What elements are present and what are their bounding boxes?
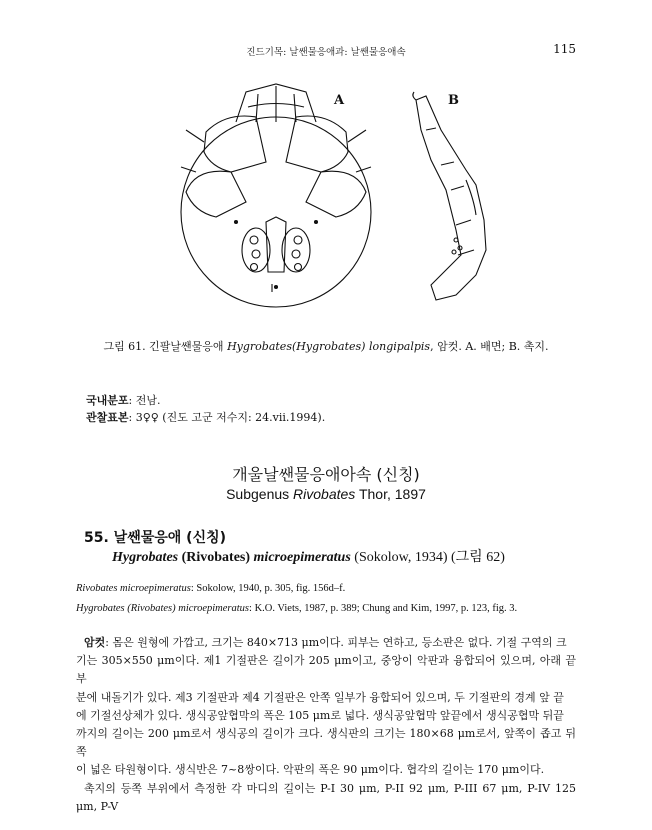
subgenus-title-ko: 개울날쌘물응애아속 (신칭) xyxy=(232,465,420,484)
synonym-line: Rivobates microepimeratus: Sokolow, 1940, p. 305, fig. 156d–f. xyxy=(76,583,346,594)
distribution-line: 국내분포: 전남. xyxy=(86,394,161,407)
figure-label-a: A xyxy=(334,93,345,108)
figure-b-palp xyxy=(396,90,506,310)
page-number: 115 xyxy=(553,42,576,56)
species-title-en: Hygrobates (Rivobates) microepimeratus (Sokolow, 1934) (그림 62) xyxy=(112,550,505,565)
running-header: 진드기목: 날쌘물응애과: 날쌘물응애속 xyxy=(246,47,406,58)
figure-caption: 그림 61. 긴팔날쌘물응애 Hygrobates(Hygrobates) longipalpis, 암컷. A. 배면; B. 촉지. xyxy=(103,340,549,353)
figure-a-ventral-view xyxy=(176,72,376,312)
subgenus-title-en: Subgenus Rivobates Thor, 1897 xyxy=(226,486,426,502)
synonym-line: Hygrobates (Rivobates) microepimeratus: K.O. Viets, 1987, p. 389; Chung and Kim, 1997, p. 123, fig. 3. xyxy=(76,603,518,614)
figure-label-b: B xyxy=(448,93,459,108)
description-paragraph: 암컷: 몸은 원형에 가깝고, 크기는 840×713 μm이다. 피부는 연하고, 등소판은 없다. 기절 구역의 크 기는 305×550 μm이다. 제1 기절판은 길이가 205 μm이고, 중앙이 악판과 융합되어 있으며, 아래 끝 부 분에 내돌기가 있다. 제3 기절판과 제4 기절판은 안쪽 일부가 융합되어 있으며, 두 기절판의 경계 앞 끝 에 기절선상체가 있다. 생식공앞협막의 폭은 105 μm로 넓다. 생식공앞협막 앞끝에서 생식공협막 뒤끝 까지의 길이는 200 μm로서 생식공의 길이가 크다. 생식판의 크기는 180×68 μm로서, 앞쪽이 좁고 뒤쪽 이 넓은 타원형이다. 생식반은 7~8쌍이다. 악판의 폭은 90 μm이다. 협각의 길이는 170 μm이다. 촉지의 등쪽 부위에서 측정한 각 마디의 길이는 P-I 30 μm, P-II 92 μm, P-III 67 μm, P-IV 125 μm, P-V xyxy=(76,636,576,813)
species-title-ko: 55. 날쌘물응애 (신칭) xyxy=(84,530,227,546)
specimen-line: 관찰표본: 3♀♀ (진도 고군 저수지: 24.vii.1994). xyxy=(86,411,326,424)
